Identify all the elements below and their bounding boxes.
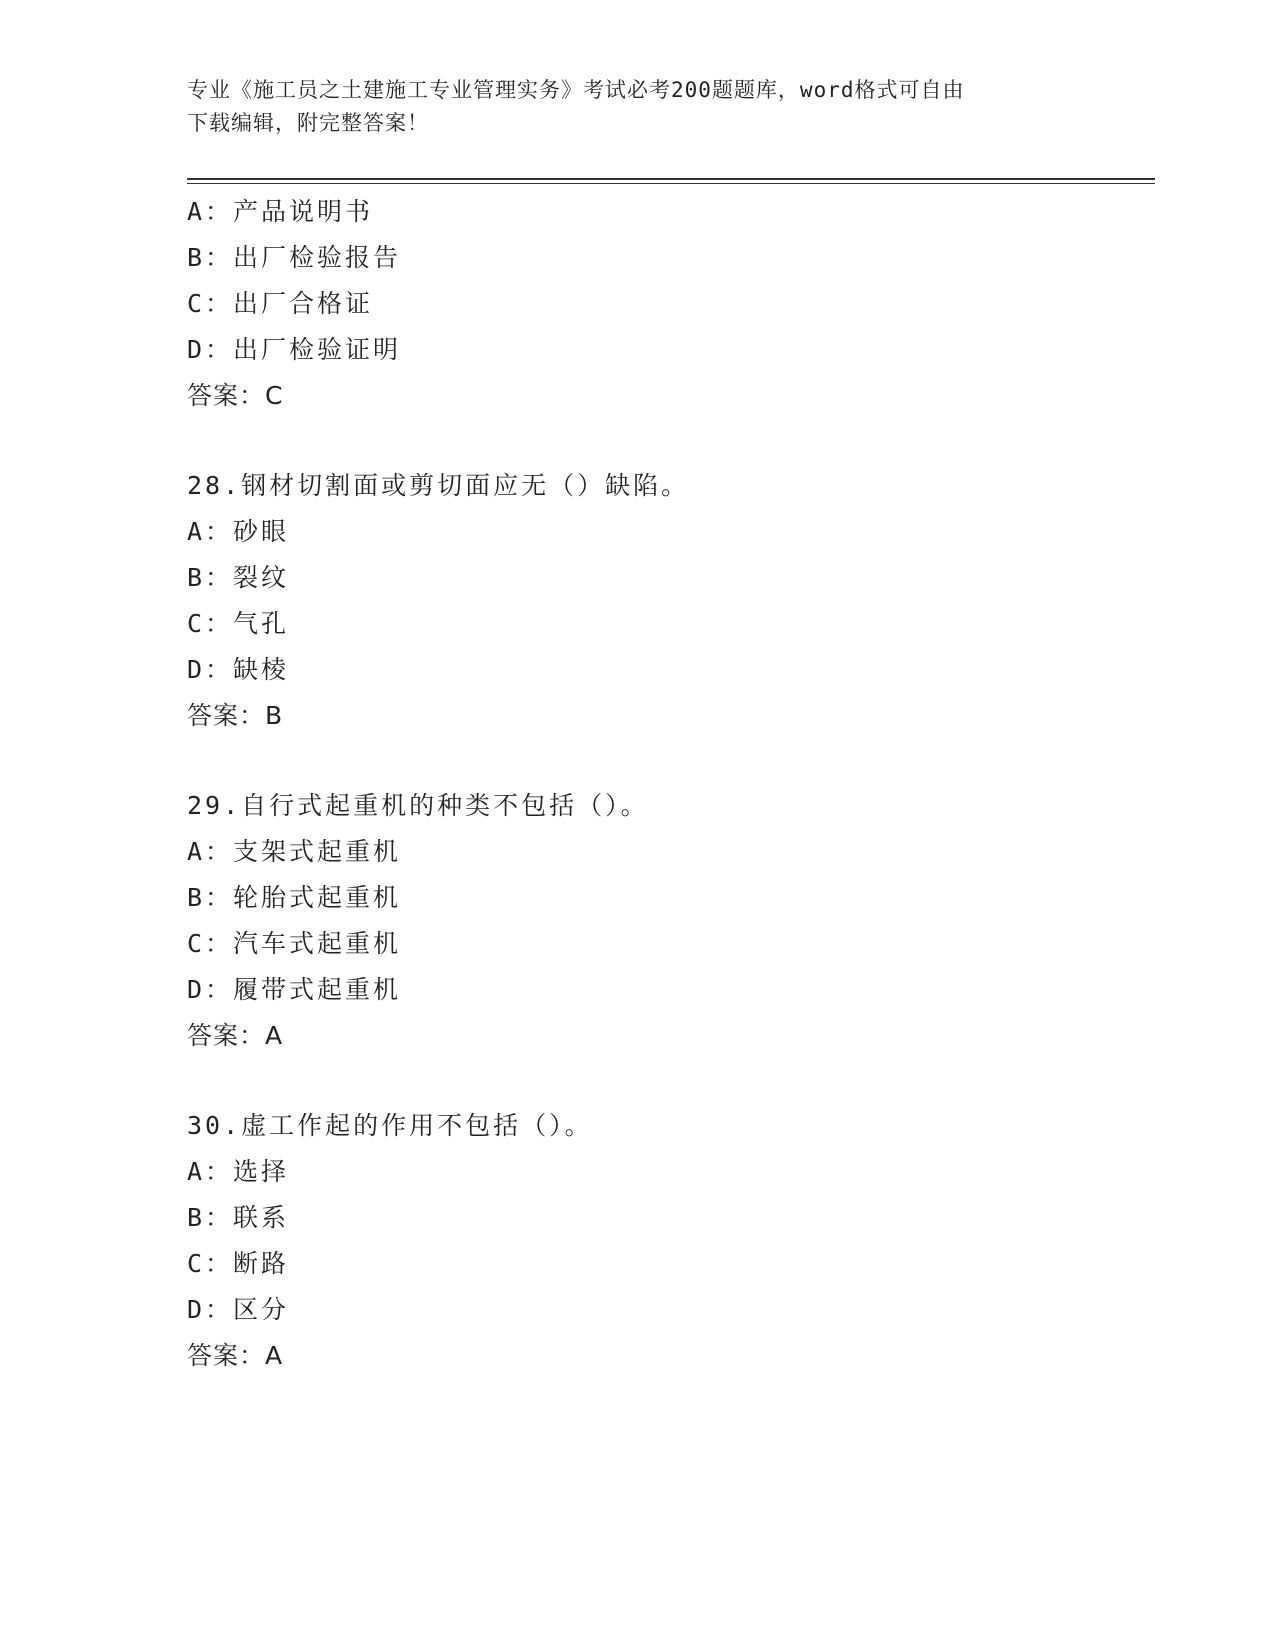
option-label: B： [187,563,234,592]
question-29 [187,783,1147,1059]
option-text: 出厂检验证明 [233,335,402,364]
option-text: 砂眼 [233,517,290,546]
question-stem: 28.钢材切割面或剪切面应无（）缺陷。 [187,471,690,500]
question-stem: 30.虚工作起的作用不包括（）。 [187,1111,593,1140]
answer-line: 答案：A [187,1341,284,1370]
header-divider-thin [187,183,1155,184]
option-label: B： [187,243,234,272]
option-label: A： [187,1157,234,1186]
header-divider-thick [187,178,1155,180]
option-d [187,647,1147,693]
option-text: 轮胎式起重机 [233,883,402,912]
spacer [187,1059,1147,1103]
question-27-continuation [187,189,1147,419]
option-text: 缺棱 [233,655,290,684]
option-b [187,235,1147,281]
option-label: B： [187,883,234,912]
option-label: C： [187,609,234,638]
option-d [187,1287,1147,1333]
option-label: A： [187,837,234,866]
option-text: 联系 [233,1203,290,1232]
option-text: 出厂合格证 [233,289,374,318]
document-header [187,74,1087,140]
header-line-2: 下载编辑，附完整答案！ [187,111,429,135]
option-text: 履带式起重机 [233,975,402,1004]
option-b [187,1195,1147,1241]
option-text: 支架式起重机 [233,837,402,866]
option-label: D： [187,335,234,364]
option-text: 汽车式起重机 [233,929,402,958]
option-text: 断路 [233,1249,290,1278]
spacer [187,419,1147,463]
option-label: A： [187,517,234,546]
option-a [187,1149,1147,1195]
answer-line: 答案：A [187,1021,284,1050]
option-a [187,189,1147,235]
answer-line: 答案：C [187,381,284,410]
option-label: D： [187,975,234,1004]
option-label: C： [187,1249,234,1278]
option-label: D： [187,655,234,684]
question-list [187,189,1147,1379]
option-d [187,327,1147,373]
question-30 [187,1103,1147,1379]
option-c [187,601,1147,647]
option-b [187,875,1147,921]
option-d [187,967,1147,1013]
option-text: 产品说明书 [233,197,374,226]
option-c [187,281,1147,327]
option-label: C： [187,929,234,958]
question-stem: 29.自行式起重机的种类不包括（）。 [187,791,649,820]
option-label: D： [187,1295,234,1324]
option-b [187,555,1147,601]
question-28 [187,463,1147,739]
option-label: C： [187,289,234,318]
option-a [187,509,1147,555]
spacer [187,739,1147,783]
header-line-1: 专业《施工员之土建施工专业管理实务》考试必考200题题库，word格式可自由 [187,78,965,102]
answer-line: 答案：B [187,701,284,730]
option-label: B： [187,1203,234,1232]
option-text: 区分 [233,1295,290,1324]
option-text: 裂纹 [233,563,290,592]
option-c [187,1241,1147,1287]
option-text: 气孔 [233,609,290,638]
option-label: A： [187,197,234,226]
option-c [187,921,1147,967]
option-text: 选择 [233,1157,290,1186]
option-text: 出厂检验报告 [233,243,402,272]
option-a [187,829,1147,875]
